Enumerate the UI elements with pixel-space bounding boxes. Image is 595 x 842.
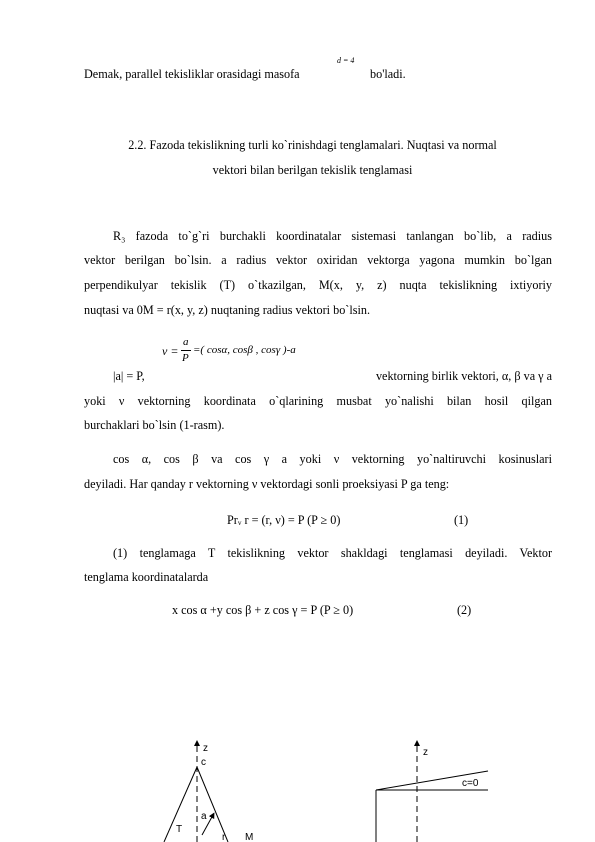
- plane-edge-right: [197, 767, 228, 842]
- paragraph-line: vektor berilgan bo`lsin. a radius vektor oxiridan vektorga yagona mumkin bo`lgan: [84, 253, 552, 267]
- paragraph-line: perpendikulyar tekislik (T) o`tkazilgan, M(x, y, z) nuqta tekislikning ixtiyoriy: [84, 278, 552, 292]
- equation-2-number: (2): [457, 603, 472, 617]
- figure-right: [370, 735, 500, 842]
- label-c0: c=0: [462, 778, 479, 789]
- paragraph-line: deyiladi. Har qanday r vektorning ν vektordagi sonli proeksiyasi P ga teng:: [84, 477, 450, 491]
- text-line: Demak, parallel tekisliklar orasidagi masofa: [84, 67, 300, 81]
- label-z: z: [203, 743, 208, 754]
- paragraph-line: burchaklari bo`lsin (1-rasm).: [84, 418, 225, 432]
- formula-rest: =( cosα, cosβ , cosγ )-a: [193, 344, 296, 356]
- text-line: bo'ladi.: [370, 67, 406, 81]
- paragraph-line: cos α, cos β va cos γ a yoki ν vektorning yo`naltiruvchi kosinuslari: [113, 452, 552, 466]
- equation-1-number: (1): [454, 513, 469, 527]
- equation-1: Prᵥ r = (r, ν) = P (P ≥ 0): [227, 513, 341, 527]
- paragraph-line: vektorning birlik vektori, α, β va γ a: [375, 369, 552, 383]
- label-z: z: [423, 747, 428, 758]
- formula-denominator: P: [182, 352, 189, 364]
- paragraph-line: (1) tenglamaga T tekislikning vektor shakldagi tenglamasi deyiladi. Vektor: [113, 546, 552, 560]
- paragraph-line: tenglama koordinatalarda: [84, 570, 209, 584]
- fraction-bar: [181, 350, 191, 351]
- figure-left: [150, 735, 270, 842]
- paragraph-line: |a| = P,: [113, 369, 145, 383]
- equation-2: x cos α +y cos β + z cos γ = P (P ≥ 0): [172, 603, 354, 617]
- label-T: T: [176, 824, 183, 835]
- formula-v: v =: [162, 344, 179, 358]
- label-M: M: [245, 832, 254, 842]
- label-c: c: [201, 757, 206, 768]
- section-heading-cont: vektori bilan berilgan tekislik tenglamasi: [212, 163, 413, 177]
- paragraph-line: yoki ν vektorning koordinata o`qlarining musbat yo`nalishi bilan hosil qilgan: [84, 394, 552, 408]
- label-a: a: [201, 811, 207, 822]
- paragraph-line: R₃ fazoda to`g`ri burchakli koordinatalar sistemasi tanlangan bo`lib, a radius: [113, 229, 552, 243]
- distance-formula: d = 4: [337, 56, 355, 65]
- paragraph-line: nuqtasi va 0M = r(x, y, z) nuqtaning radius vektori bo`lsin.: [84, 303, 371, 317]
- label-r: r: [222, 832, 226, 842]
- formula-numerator: a: [183, 336, 189, 348]
- section-heading: 2.2. Fazoda tekislikning turli ko`rinishdagi tenglamalari. Nuqtasi va normal: [128, 138, 497, 152]
